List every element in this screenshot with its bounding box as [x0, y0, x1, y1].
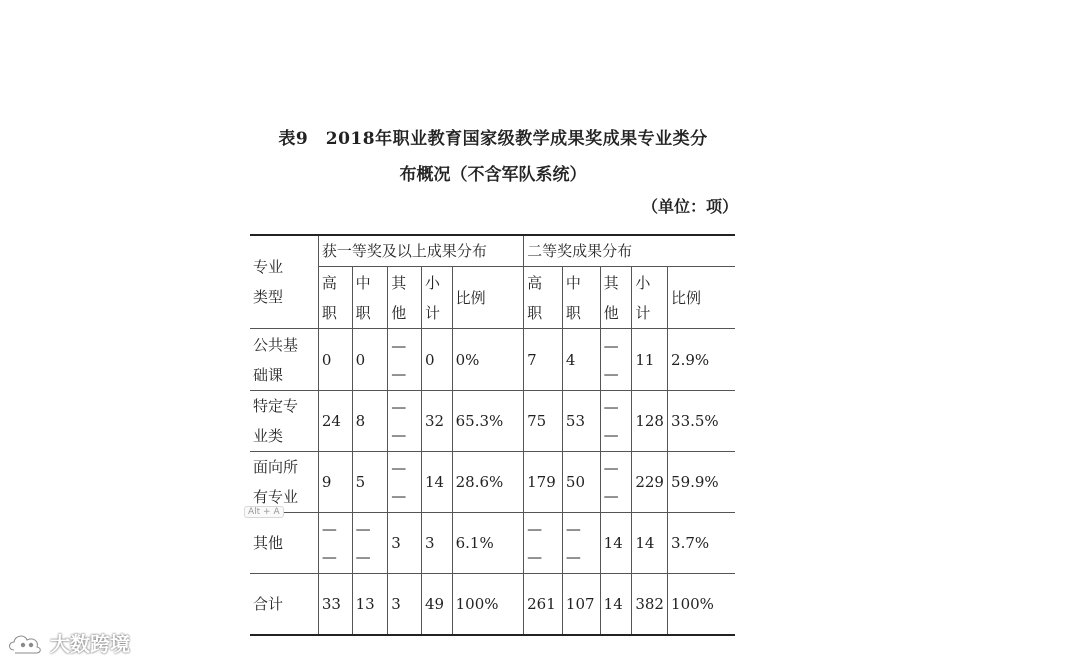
cell-g1-2: 3 [388, 513, 422, 574]
cell-g2-2: 14 [600, 513, 632, 574]
cell-g2-1: 50 [562, 452, 600, 513]
cell-g2-3: 382 [632, 574, 668, 635]
cell-g2-1: — — [562, 513, 600, 574]
subheader-label: 他 [603, 303, 619, 322]
cell-g2-0: 261 [524, 574, 563, 635]
cell-g1-0: 0 [318, 329, 352, 391]
cell-g2-1: 53 [562, 391, 600, 452]
row-category [250, 452, 318, 513]
subheader-label: 中 [565, 273, 581, 292]
cell-g2-4: 59.9% [668, 452, 735, 513]
cell-g2-1: 4 [562, 329, 600, 391]
cell-g1-2: 3 [388, 574, 422, 635]
cell-g1-1: 13 [352, 574, 388, 635]
cell-g1-1: 8 [352, 391, 388, 452]
row-category [250, 513, 318, 574]
subheader-g1-3 [421, 267, 452, 329]
cell-g1-3: 14 [421, 452, 452, 513]
row-category-label: 合计 [253, 594, 284, 613]
subheader-label: 中 [355, 273, 371, 292]
cell-g1-4: 65.3% [452, 391, 524, 452]
cell-g2-3: 229 [632, 452, 668, 513]
cell-g2-2: — — [600, 329, 632, 391]
row-category-label: 其他 [253, 534, 284, 552]
row-category-label: 公共基 [253, 335, 299, 354]
cell-g2-4: 3.7% [668, 513, 735, 574]
cell-g1-4: 0% [452, 329, 524, 391]
awards-distribution-table [250, 234, 735, 636]
row-category-label: 础课 [253, 365, 284, 384]
cell-g1-4: 28.6% [452, 452, 524, 513]
subheader-label: 职 [565, 303, 581, 322]
subheader-label: 计 [635, 303, 651, 322]
watermark [6, 628, 130, 657]
row-category [250, 391, 318, 452]
cell-g1-3: 49 [421, 574, 452, 635]
subheader-label: 职 [527, 303, 543, 322]
subheader-label: 其 [391, 273, 407, 292]
subheader-label: 其 [603, 273, 619, 292]
cell-g2-1: 107 [562, 574, 600, 635]
cell-g1-4: 6.1% [452, 513, 524, 574]
subheader-g2-0 [524, 267, 563, 329]
cell-g2-0: — — [524, 513, 563, 574]
subheader-label: 高 [527, 273, 543, 292]
cell-g1-0: 24 [318, 391, 352, 452]
table-caption-line2: 布概况（不含军队系统） [399, 165, 587, 185]
header-category [250, 235, 318, 329]
cell-g2-4: 2.9% [668, 329, 735, 391]
row-category-label: 特定专 [253, 397, 299, 415]
cell-g2-0: 179 [524, 452, 563, 513]
row-category-label: 业类 [253, 427, 284, 445]
shortcut-tooltip: Alt + A [244, 506, 284, 518]
cell-g1-2: — — [388, 391, 422, 452]
cell-g2-3: 14 [632, 513, 668, 574]
cell-g2-2: — — [600, 452, 632, 513]
row-category-label: 有专业 [253, 488, 299, 506]
cell-g2-0: 75 [524, 391, 563, 452]
cell-g1-0: 33 [318, 574, 352, 635]
table-unit-note: （单位：项） [641, 197, 738, 216]
row-category [250, 574, 318, 635]
table-row [250, 513, 735, 574]
subheader-g1-ratio: 比例 [452, 267, 524, 329]
subheader-label: 计 [424, 303, 440, 322]
cell-g1-0: 9 [318, 452, 352, 513]
cell-g1-2: — — [388, 329, 422, 391]
cell-g1-3: 32 [421, 391, 452, 452]
cell-g2-2: 14 [600, 574, 632, 635]
subheader-g1-2 [388, 267, 422, 329]
cell-g1-1: — — [352, 513, 388, 574]
header-row-groups [250, 235, 735, 267]
subheader-label: 职 [355, 303, 371, 322]
cloud-eye-logo-icon [6, 630, 46, 656]
cell-g2-3: 11 [632, 329, 668, 391]
subheader-g2-2 [600, 267, 632, 329]
subheader-g1-1 [352, 267, 388, 329]
subheader-label: 高 [321, 273, 337, 292]
table-row [250, 391, 735, 452]
cell-g1-0: — — [318, 513, 352, 574]
header-row-subcolumns [250, 267, 735, 329]
cell-g1-3: 3 [421, 513, 452, 574]
cell-g1-3: 0 [421, 329, 452, 391]
cell-g1-1: 0 [352, 329, 388, 391]
cell-g2-4: 33.5% [668, 391, 735, 452]
cell-g1-2: — — [388, 452, 422, 513]
row-category [250, 329, 318, 391]
table-caption-line1: 表9 2018年职业教育国家级教学成果奖成果专业类分 [278, 129, 708, 149]
cell-g1-4: 100% [452, 574, 524, 635]
header-category-l1: 专业 [253, 258, 284, 276]
header-group-second-prize: 二等奖成果分布 [524, 235, 735, 267]
subheader-g2-ratio: 比例 [668, 267, 735, 329]
subheader-label: 小 [635, 273, 651, 292]
subheader-g1-0 [318, 267, 352, 329]
row-category-label: 面向所 [253, 458, 299, 476]
subheader-label: 职 [321, 303, 337, 322]
cell-g1-1: 5 [352, 452, 388, 513]
subheader-g2-1 [562, 267, 600, 329]
table-row [250, 574, 735, 635]
cell-g2-4: 100% [668, 574, 735, 635]
watermark-text: 大数跨境 [50, 632, 130, 656]
header-category-l2: 类型 [253, 288, 284, 306]
cell-g2-2: — — [600, 391, 632, 452]
subheader-label: 小 [424, 273, 440, 292]
cell-g2-0: 7 [524, 329, 563, 391]
table-row [250, 329, 735, 391]
header-group-first-prize: 获一等奖及以上成果分布 [318, 235, 523, 267]
cell-g2-3: 128 [632, 391, 668, 452]
table-row [250, 452, 735, 513]
table-body [250, 329, 735, 635]
subheader-label: 他 [391, 303, 407, 322]
subheader-g2-3 [632, 267, 668, 329]
